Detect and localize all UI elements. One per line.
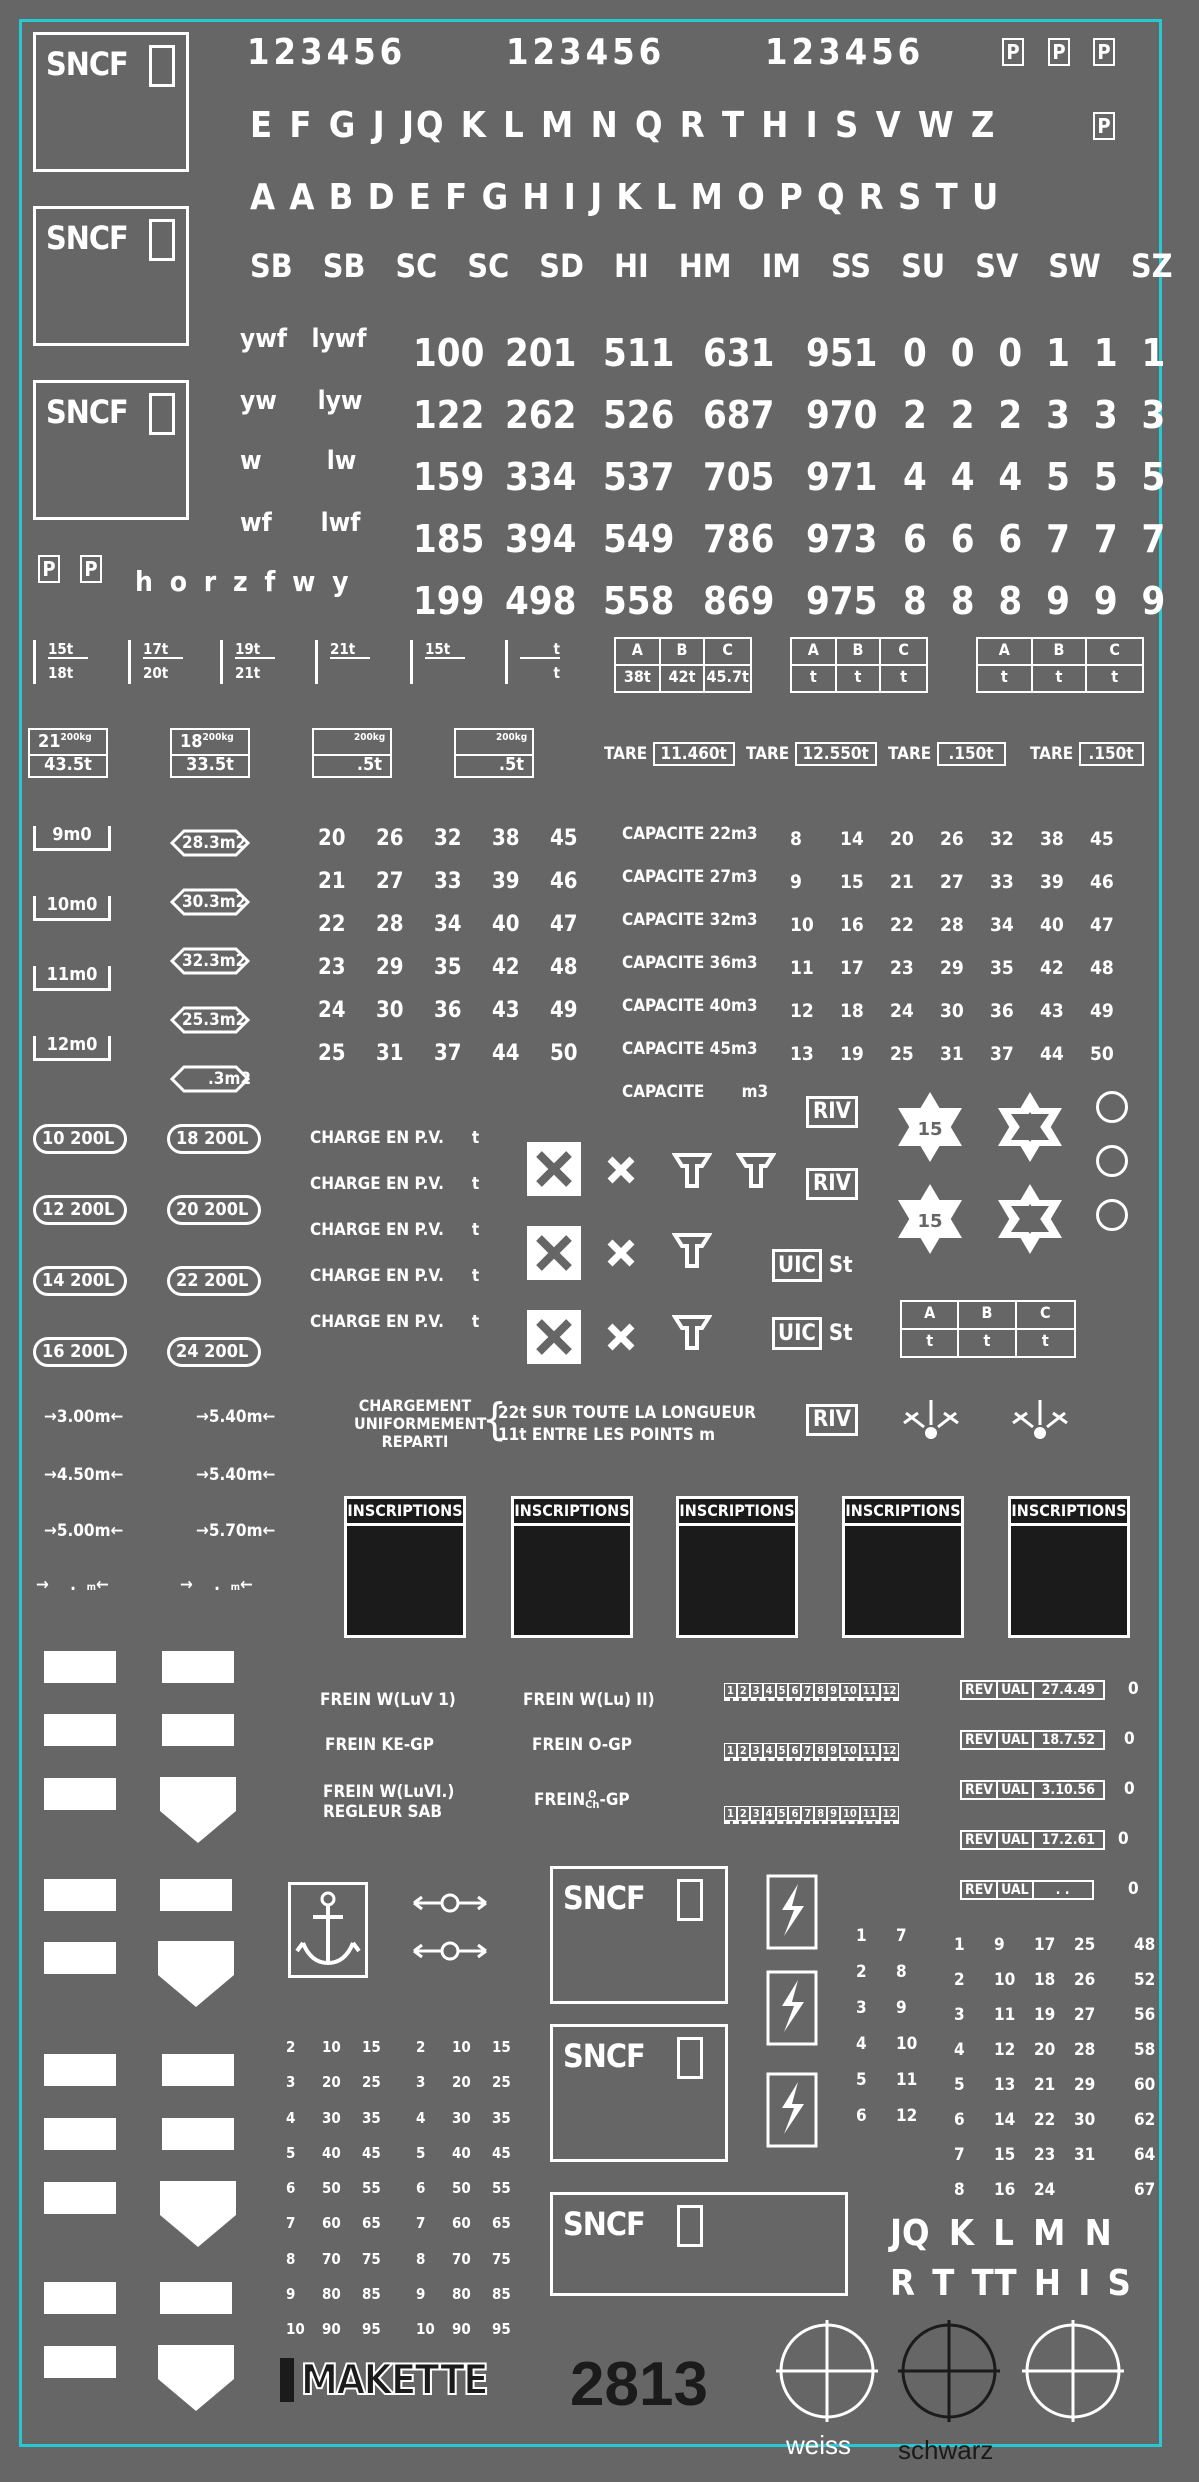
charge-item: CHARGE EN P.V. t — [310, 1312, 480, 1332]
circle-mark — [1096, 1199, 1128, 1231]
capacite-item: CAPACITE 32m3 — [622, 910, 758, 930]
t-hook-icon — [672, 1312, 712, 1352]
table-row: 9 80 85 — [416, 2285, 511, 2304]
frein-label: FREIN W(LuV 1) — [320, 1690, 456, 1710]
load-mark — [220, 640, 278, 684]
inscriptions-panel: INSCRIPTIONS — [344, 1496, 466, 1638]
letters-bottom-2: R T TT H I S — [890, 2263, 1131, 2304]
rev-zero: 0 — [1124, 1729, 1135, 1749]
number-strip: 1 2 3 4 5 6 7 8 9 10 11 12 — [724, 1685, 899, 1701]
table-row: 3 11 19 27 56 — [954, 2005, 1156, 2025]
number: 558 — [603, 579, 675, 623]
digit-row: 8 8 8 9 9 9 — [903, 579, 1166, 623]
charge-item: CHARGE EN P.V. t — [310, 1174, 480, 1194]
sncf-square — [149, 45, 175, 87]
area-hex: 25.3m2 — [164, 1006, 256, 1037]
riv-mark: RIV — [806, 1404, 858, 1436]
mark-horz: h o r z f w y — [135, 565, 349, 598]
number-strip: 1 2 3 4 5 6 7 8 9 10 11 12 — [724, 1745, 899, 1761]
mark: yw — [240, 386, 277, 416]
digit-row: 6 6 6 7 7 7 — [903, 517, 1166, 561]
area-hex: 32.3m2 — [164, 947, 256, 978]
shield-block-icon — [160, 2181, 236, 2247]
riv-mark: RIV — [806, 1096, 858, 1128]
weight-box: $21^{200kg}$ 43.5t — [28, 728, 108, 778]
product-number: 2813 — [570, 2350, 708, 2419]
frein-label: FREIN W(LuVI.) REGLEUR SAB — [323, 1782, 455, 1822]
cross-box-icon — [527, 1142, 581, 1196]
table-row: 9 80 85 — [286, 2285, 381, 2304]
brand-logo — [280, 2355, 487, 2404]
white-block — [44, 2182, 116, 2214]
letters-bottom-1: JQ K L M N — [890, 2213, 1112, 2254]
number: 705 — [703, 455, 775, 499]
number-strip: 1 2 3 4 5 6 7 8 9 10 11 12 — [724, 1808, 899, 1824]
inscriptions-panel: INSCRIPTIONS — [1008, 1496, 1130, 1638]
weight-box: 200kg .5t — [312, 728, 392, 778]
tare-mark: TARE .150t — [888, 746, 1006, 763]
table-row: 3 20 25 — [416, 2073, 511, 2092]
table-row: 10 90 95 — [416, 2320, 511, 2339]
number-table — [790, 830, 1120, 1088]
table-row: 23 29 35 42 48 — [318, 955, 578, 980]
sncf-square — [677, 1879, 703, 1921]
chargement-brace: { — [482, 1394, 508, 1445]
charge-list — [310, 1130, 479, 1360]
anchor-icon — [291, 1885, 365, 1975]
shield-block-icon — [160, 1777, 236, 1843]
weight-box: 200kg .5t — [454, 728, 534, 778]
tank-capacity: 16 200L — [33, 1337, 127, 1367]
number: 951 — [806, 331, 878, 375]
capacite-list — [622, 826, 768, 1127]
sncf-label: SNCF — [563, 2037, 645, 2075]
capacite-item: CAPACITE 22m3 — [622, 824, 758, 844]
inscriptions-panel: INSCRIPTIONS — [511, 1496, 633, 1638]
table-row: 12 18 24 30 36 43 49 — [790, 1000, 1114, 1022]
sncf-square — [677, 2037, 703, 2079]
code: HI — [613, 247, 649, 285]
table-row: 2 10 15 — [286, 2038, 381, 2056]
number: 970 — [806, 393, 878, 437]
lamp-icon — [1005, 1395, 1075, 1445]
uic-mark: UIC St — [772, 1323, 853, 1345]
code: SD — [539, 247, 584, 285]
rev-ual-mark: REV UAL 3.10.56 — [960, 1780, 1105, 1800]
frein-label: FREIN W(Lu) II) — [523, 1690, 655, 1710]
charge-item: CHARGE EN P.V. t — [310, 1220, 480, 1240]
table-row: 24 30 36 43 49 — [318, 998, 578, 1023]
svg-text:15: 15 — [917, 1211, 943, 1232]
table-row: 6 50 55 — [286, 2179, 381, 2198]
sncf-logo-box — [33, 380, 189, 520]
anchor-box — [288, 1882, 368, 1978]
number: 185 — [413, 517, 485, 561]
number-table — [286, 2030, 381, 2348]
white-block — [160, 1879, 232, 1911]
number: 537 — [603, 455, 675, 499]
white-block — [44, 1651, 116, 1683]
tank-capacity: 22 200L — [167, 1266, 261, 1296]
table-row: 2 10 15 — [416, 2038, 511, 2056]
table-row: 4 30 35 — [286, 2108, 381, 2127]
white-block — [162, 1651, 234, 1683]
capacite-item: CAPACITE 40m3 — [622, 996, 758, 1016]
number: 122 — [413, 393, 485, 437]
number: 100 — [413, 331, 485, 375]
load-mark — [315, 640, 373, 684]
abc-table: A B C 38t 42t 45.7t — [614, 637, 752, 693]
tank-capacity: 20 200L — [167, 1195, 261, 1225]
white-block — [44, 1879, 116, 1911]
table-row: 25 31 37 44 50 — [318, 1041, 578, 1066]
white-block — [162, 2054, 234, 2086]
star-15-icon — [893, 1090, 967, 1164]
chargement-block: CHARGEMENT UNIFORMEMENT REPARTI — [354, 1396, 487, 1451]
area-hex: 30.3m2 — [164, 888, 256, 919]
table-row: 8 16 24 67 — [954, 2180, 1156, 2200]
p-mark: P — [1048, 38, 1070, 66]
mark: wf — [240, 508, 272, 538]
code: SW — [1048, 247, 1101, 285]
mark: lw — [326, 446, 357, 476]
shield-block-icon — [158, 2345, 234, 2411]
load-mark — [410, 640, 468, 684]
sncf-logo-box — [550, 2192, 848, 2296]
load-top: 21t — [330, 642, 370, 659]
table-row: 8 70 75 — [286, 2249, 381, 2268]
digit-row: 2 2 2 3 3 3 — [903, 393, 1166, 437]
sncf-logo-box — [550, 2024, 728, 2162]
digit-grid — [903, 322, 1165, 632]
abc-table: A B C t t t — [976, 637, 1144, 693]
brand-name: MAKETTE — [300, 2355, 487, 2404]
number: 549 — [603, 517, 675, 561]
arrow-dimension: →3.00m← — [44, 1407, 124, 1427]
lightning-box-icon — [766, 1970, 818, 2046]
letters-row-2: A A B D E F G H I J K L M O P Q R S T U — [250, 177, 1000, 218]
p-mark: P — [1093, 38, 1115, 66]
number: 159 — [413, 455, 485, 499]
table-row: 1 9 17 25 48 — [954, 1935, 1156, 1955]
number: 971 — [806, 455, 878, 499]
weight-box: $18^{200kg}$ 33.5t — [170, 728, 250, 778]
p-mark: P — [80, 555, 102, 583]
cross-icon — [606, 1238, 636, 1268]
digits-group: 123456 — [247, 32, 407, 73]
t-hook-icon — [736, 1150, 776, 1190]
number: 334 — [505, 455, 577, 499]
white-block — [44, 1942, 116, 1974]
code: SV — [975, 247, 1019, 285]
table-row: 22 28 34 40 47 — [318, 912, 578, 937]
small-number-column: 7 8 9 10 11 12 — [896, 1926, 918, 2126]
target-label-weiss: weiss — [786, 2430, 852, 2460]
frein-label: FREIN O-GP — [532, 1735, 632, 1755]
tank-capacity: 14 200L — [33, 1266, 127, 1296]
table-row: 10 16 22 28 34 40 47 — [790, 914, 1114, 936]
table-row: 11 17 23 29 35 42 48 — [790, 957, 1114, 979]
length-mark: 11m0 — [33, 966, 111, 991]
number-table — [954, 1928, 1155, 2208]
rev-ual-mark: REV UAL 27.4.49 — [960, 1680, 1105, 1700]
arrow-dimension: → . m← — [36, 1575, 109, 1595]
load-mark — [505, 640, 563, 684]
cross-icon — [606, 1155, 636, 1185]
inscriptions-panel: INSCRIPTIONS — [676, 1496, 798, 1638]
uic-mark: UIC St — [772, 1255, 853, 1277]
charge-item: CHARGE EN P.V. t — [310, 1266, 480, 1286]
table-row: 8 70 75 — [416, 2249, 511, 2268]
sncf-square — [677, 2205, 703, 2247]
sncf-label: SNCF — [46, 219, 128, 257]
capacite-item: CAPACITE 45m3 — [622, 1039, 758, 1059]
table-row: 10 90 95 — [286, 2320, 381, 2339]
cross-box-icon — [527, 1310, 581, 1364]
table-row: 5 13 21 29 60 — [954, 2075, 1156, 2095]
number: 786 — [703, 517, 775, 561]
tank-capacity: 12 200L — [33, 1195, 127, 1225]
mark: w — [240, 446, 262, 476]
svg-text:15: 15 — [917, 1119, 943, 1140]
table-row: 6 50 55 — [416, 2179, 511, 2198]
load-bottom: 20t — [143, 664, 169, 682]
load-top: 15t — [425, 642, 465, 659]
table-row: 4 12 20 28 58 — [954, 2040, 1156, 2060]
load-bottom: 18t — [48, 664, 74, 682]
white-block — [44, 2118, 116, 2150]
rev-ual-mark: REV UAL 17.2.61 — [960, 1830, 1105, 1850]
load-top: 19t — [235, 642, 275, 659]
load-bottom: 21t — [235, 664, 261, 682]
code: SB — [250, 247, 293, 285]
number: 975 — [806, 579, 878, 623]
table-row: 6 14 22 30 62 — [954, 2110, 1156, 2130]
number: 631 — [703, 331, 775, 375]
digit-row: 4 4 4 5 5 5 — [903, 455, 1166, 499]
load-top: 17t — [143, 642, 183, 659]
tare-mark: TARE .150t — [1030, 746, 1144, 763]
table-row: 5 40 45 — [286, 2143, 381, 2162]
crosshair-target-icon — [898, 2320, 1000, 2422]
star-15-icon — [893, 1182, 967, 1256]
mark-yw — [240, 388, 362, 414]
cross-box-icon — [527, 1226, 581, 1280]
white-block — [44, 1778, 116, 1810]
lamp-icon — [896, 1395, 966, 1445]
white-block — [44, 2282, 116, 2314]
shield-block-icon — [158, 1941, 234, 2007]
code: SZ — [1130, 247, 1173, 285]
load-mark — [128, 640, 186, 684]
circle-mark — [1096, 1091, 1128, 1123]
rev-zero: 0 — [1118, 1829, 1129, 1849]
number: 511 — [603, 331, 675, 375]
sncf-label: SNCF — [563, 1879, 645, 1917]
inscriptions-panel: INSCRIPTIONS — [842, 1496, 964, 1638]
crosshair-target-icon — [776, 2320, 878, 2422]
rev-zero: 0 — [1124, 1779, 1135, 1799]
code: SB — [322, 247, 366, 285]
letters-row-1: E F G J JQ K L M N Q R T H I S V W Z — [250, 105, 997, 146]
sncf-label: SNCF — [46, 45, 128, 83]
white-block — [44, 2054, 116, 2086]
arrow-dimension: →5.70m← — [196, 1521, 276, 1541]
tank-capacity: 10 200L — [33, 1124, 127, 1154]
mark-wf — [240, 510, 360, 536]
cross-icon — [606, 1322, 636, 1352]
number-table — [416, 2030, 511, 2348]
table-row: 2 10 18 26 52 — [954, 1970, 1156, 1990]
arrow-dimension: → . m← — [180, 1575, 253, 1595]
number: 498 — [505, 579, 577, 623]
p-mark: P — [1093, 112, 1115, 140]
number: 201 — [505, 331, 577, 375]
sncf-logo-box — [550, 1866, 728, 2004]
sncf-square — [149, 393, 175, 435]
crosshair-target-icon — [1022, 2320, 1124, 2422]
mark: ywf — [240, 324, 288, 354]
length-mark: 10m0 — [33, 896, 111, 921]
rev-ual-mark: REV UAL . . — [960, 1880, 1094, 1900]
lightning-box-icon — [766, 2072, 818, 2148]
length-mark: 9m0 — [33, 826, 111, 851]
tare-mark: TARE 12.550t — [746, 746, 877, 763]
sncf-label: SNCF — [46, 393, 128, 431]
number-table — [318, 828, 590, 1086]
rev-zero: 0 — [1128, 1879, 1139, 1899]
t-hook-icon — [672, 1150, 712, 1190]
table-row: 21 27 33 39 46 — [318, 869, 578, 894]
table-row: 7 15 23 31 64 — [954, 2145, 1156, 2165]
star-icon — [993, 1090, 1067, 1164]
load-mark — [33, 640, 91, 684]
chargement-text: 22t SUR TOUTE LA LONGUEUR 11t ENTRE LES POINTS m — [498, 1403, 756, 1445]
number: 199 — [413, 579, 485, 623]
arrow-dimension: →5.40m← — [196, 1407, 276, 1427]
sncf-square — [149, 219, 175, 261]
mark-w — [240, 448, 356, 474]
sncf-label: SNCF — [563, 2205, 645, 2243]
white-block — [162, 2118, 234, 2150]
abc-table: A B C t t t — [790, 637, 928, 693]
length-mark: 12m0 — [33, 1036, 111, 1061]
area-hex: 28.3m2 — [164, 829, 256, 860]
number: 262 — [505, 393, 577, 437]
p-mark: P — [1002, 38, 1024, 66]
number: 526 — [603, 393, 675, 437]
white-block — [160, 2282, 232, 2314]
white-block — [44, 2346, 116, 2378]
digit-row: 0 0 0 1 1 1 — [903, 331, 1166, 375]
abc-table: A B C t t t — [900, 1300, 1076, 1358]
capacite-item: CAPACITE 27m3 — [622, 867, 758, 887]
rev-ual-mark: REV UAL 18.7.52 — [960, 1730, 1105, 1750]
tank-capacity: 24 200L — [167, 1337, 261, 1367]
capacite-item: CAPACITE m3 — [622, 1082, 769, 1102]
code: SU — [901, 247, 946, 285]
mark: lwf — [320, 508, 361, 538]
load-bottom: t — [553, 664, 560, 682]
load-top: t — [520, 642, 560, 659]
lightning-box-icon — [766, 1874, 818, 1950]
table-row: 5 40 45 — [416, 2143, 511, 2162]
frein-label: FREIN KE-GP — [325, 1735, 434, 1755]
code: HM — [678, 247, 732, 285]
star-icon — [993, 1182, 1067, 1256]
digits-group: 123456 — [506, 32, 666, 73]
arrow-dimension: →5.40m← — [196, 1465, 276, 1485]
rev-zero: 0 — [1128, 1679, 1139, 1699]
tare-mark: TARE 11.460t — [604, 746, 735, 763]
target-label-schwarz: schwarz — [898, 2435, 994, 2465]
code: SS — [830, 247, 872, 285]
mark: lywf — [311, 324, 367, 354]
table-row: 8 14 20 26 32 38 45 — [790, 828, 1114, 850]
table-row: 13 19 25 31 37 44 50 — [790, 1043, 1114, 1065]
number: 869 — [703, 579, 775, 623]
arrow-dimension: →4.50m← — [44, 1465, 124, 1485]
table-row: 7 60 65 — [286, 2214, 381, 2233]
lifting-arrows-icon — [412, 1890, 488, 1916]
area-hex: .3m2 — [164, 1065, 256, 1096]
code: SC — [395, 247, 438, 285]
sncf-logo-box — [33, 206, 189, 346]
table-row: 7 60 65 — [416, 2214, 511, 2233]
arrow-dimension: →5.00m← — [44, 1521, 124, 1541]
mark: lyw — [317, 386, 363, 416]
number: 394 — [505, 517, 577, 561]
p-mark: P — [38, 555, 60, 583]
number: 973 — [806, 517, 878, 561]
brand-mark — [280, 2358, 294, 2402]
t-hook-icon — [672, 1230, 712, 1270]
sncf-logo-box — [33, 32, 189, 172]
table-row: 9 15 21 27 33 39 46 — [790, 871, 1114, 893]
capacite-item: CAPACITE 36m3 — [622, 953, 758, 973]
number: 687 — [703, 393, 775, 437]
tank-capacity: 18 200L — [167, 1124, 261, 1154]
table-row: 4 30 35 — [416, 2108, 511, 2127]
circle-mark — [1096, 1145, 1128, 1177]
white-block — [162, 1714, 234, 1746]
lifting-arrows-icon — [412, 1938, 488, 1964]
frein-label: FREIN O Ch-GP — [534, 1788, 630, 1811]
code: SC — [467, 247, 510, 285]
table-row: 3 20 25 — [286, 2073, 381, 2092]
table-row: 20 26 32 38 45 — [318, 826, 578, 851]
mark-ywf — [240, 326, 367, 352]
digits-group: 123456 — [765, 32, 925, 73]
white-block — [44, 1714, 116, 1746]
code: IM — [761, 247, 801, 285]
codes-row — [250, 247, 1173, 285]
load-top: 15t — [48, 642, 88, 659]
small-number-column: 1 2 3 4 5 6 — [856, 1926, 867, 2126]
charge-item: CHARGE EN P.V. t — [310, 1128, 480, 1148]
riv-mark: RIV — [806, 1168, 858, 1200]
